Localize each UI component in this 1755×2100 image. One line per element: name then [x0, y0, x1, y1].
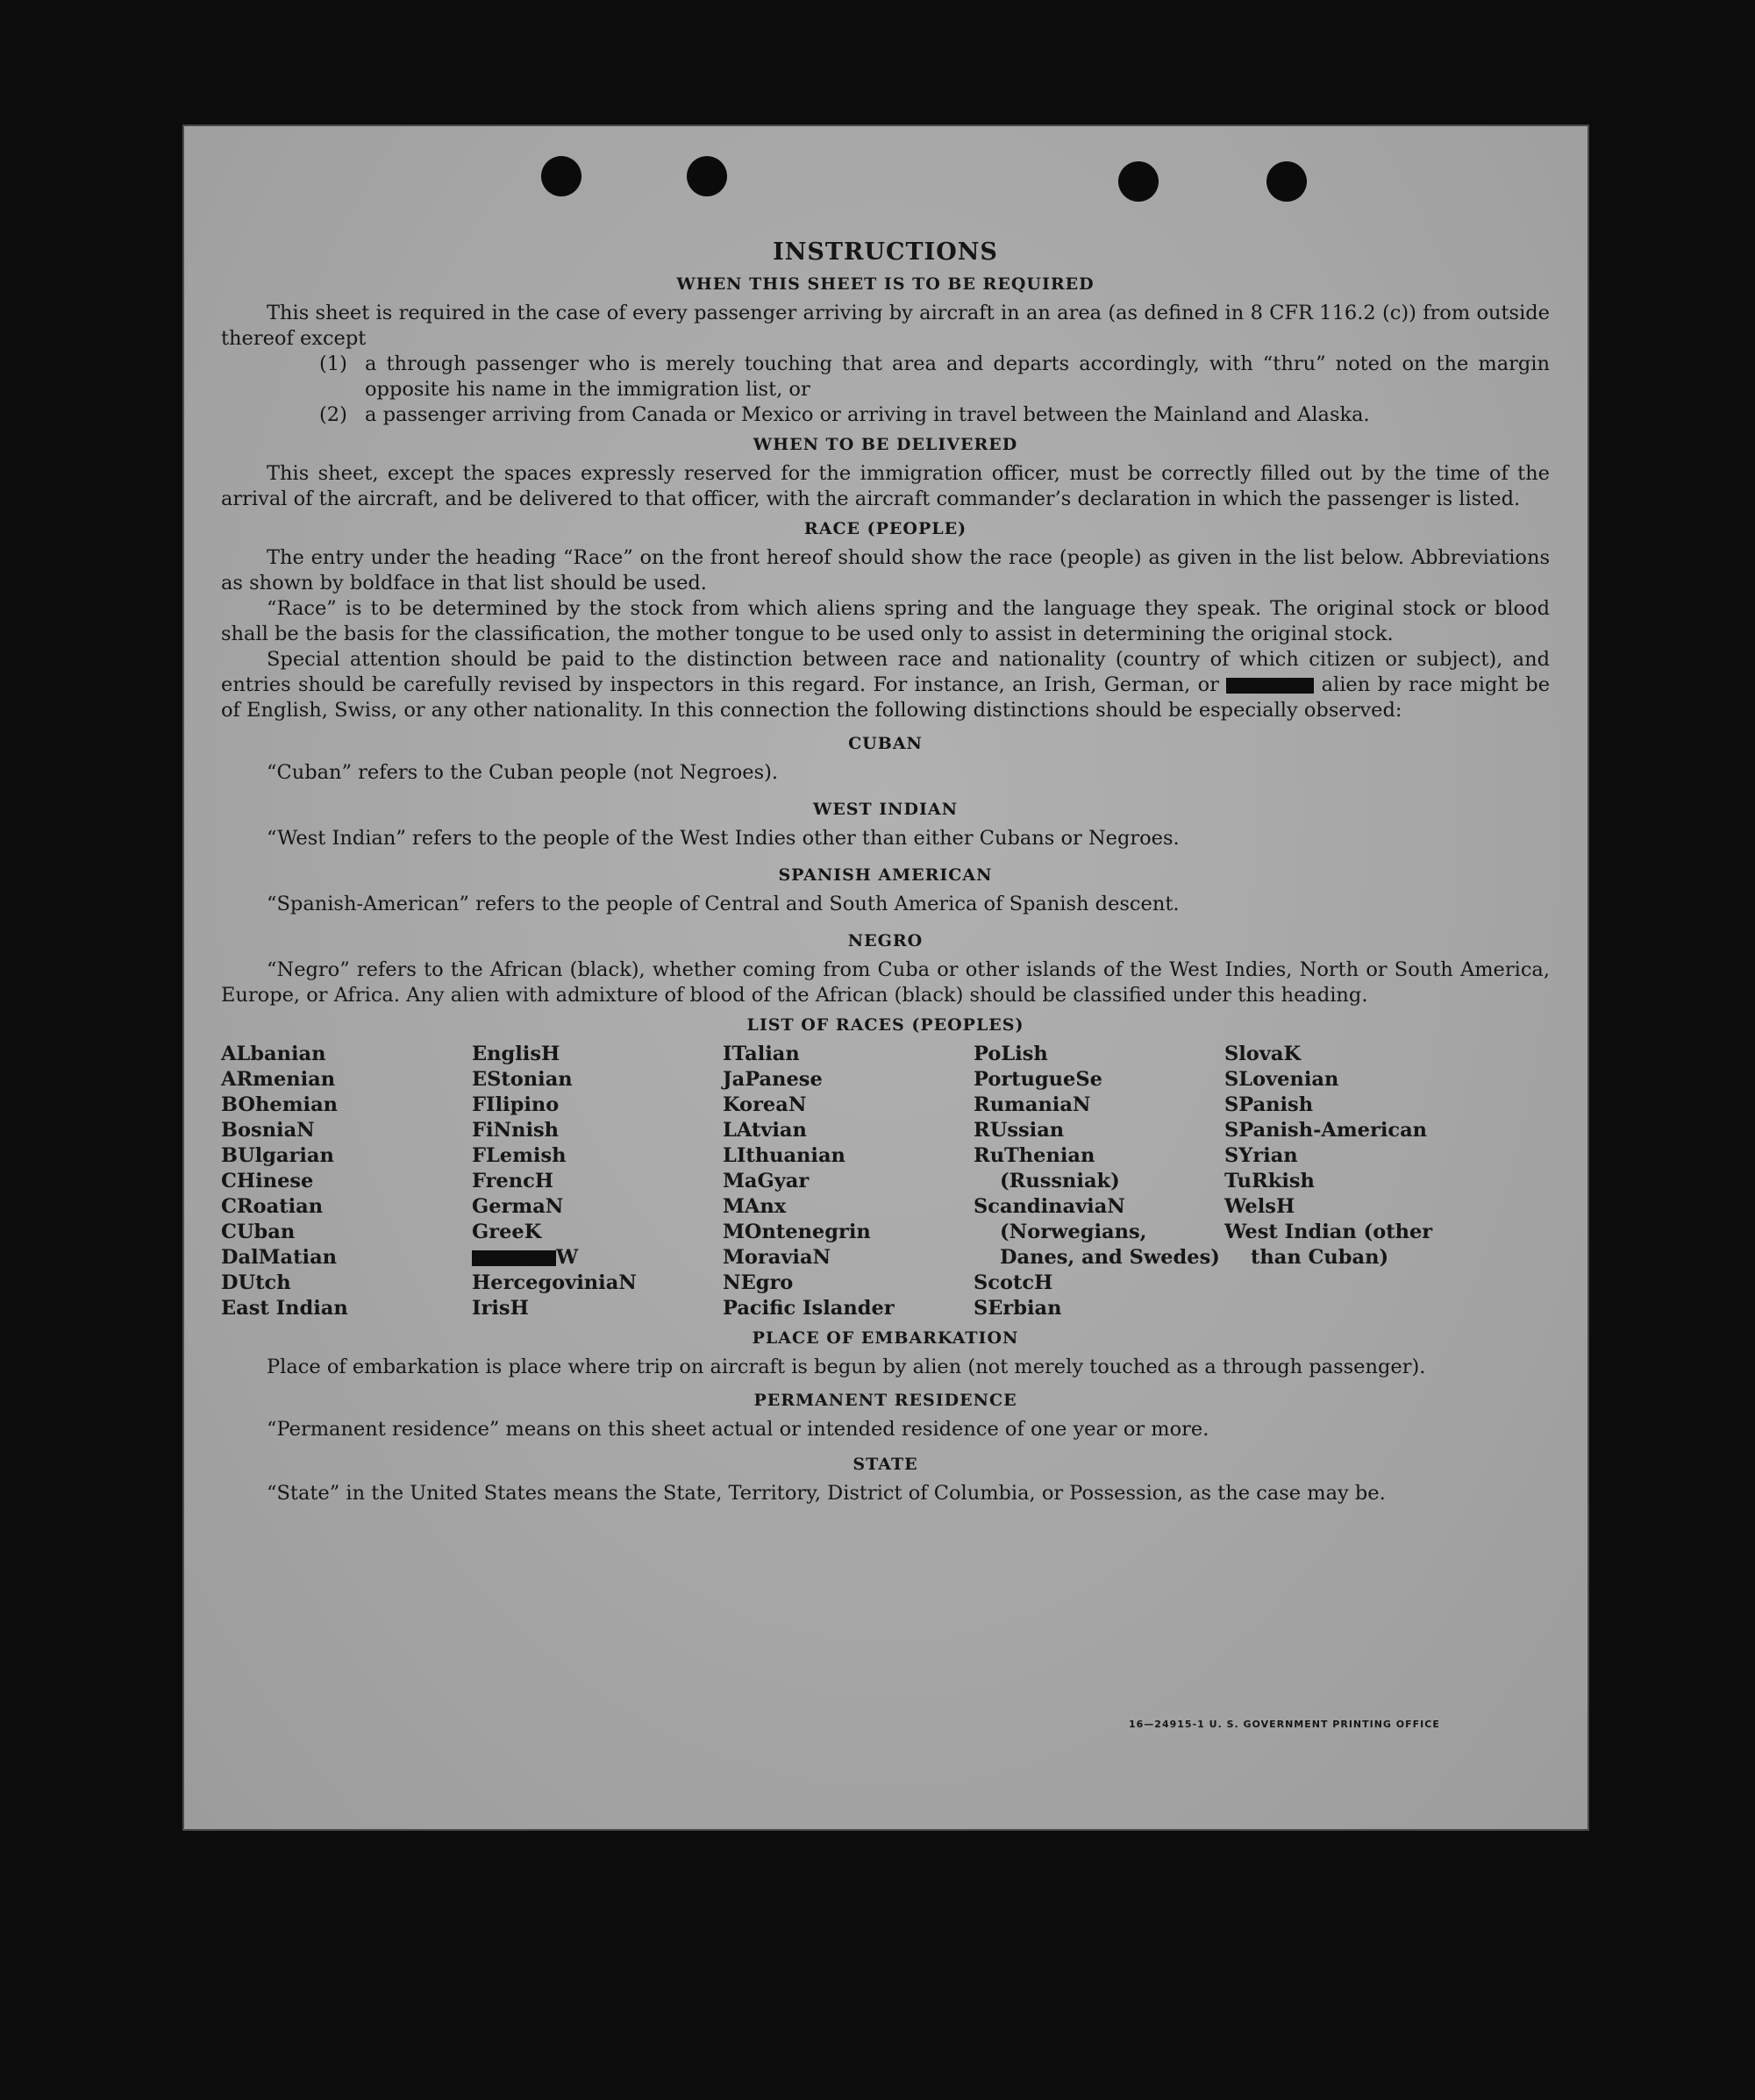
section-heading: WHEN TO BE DELIVERED [753, 435, 1018, 454]
sheet-content [221, 238, 1550, 1506]
print-office-footer: 16—24915-1 U. S. GOVERNMENT PRINTING OFFICE [1129, 1719, 1440, 1730]
section-text: “Negro” refers to the African (black), whether coming from Cuba or other islands of the West Indies, North or South America, Europe, or Africa. Any alien with admixture of blood of the African (black) should be classified under this heading. [221, 958, 1550, 1007]
race-item: LAtvian [723, 1119, 807, 1142]
race-item: DalMatian [221, 1246, 338, 1269]
section-heading: STATE [853, 1455, 918, 1474]
race-item: KoreaN [723, 1093, 807, 1116]
exception-text: a through passenger who is merely touching that area and departs accordingly, with “thru” noted on the margin opposite his name in the immigration list, or [365, 352, 1550, 401]
exception-text: a passenger arriving from Canada or Mexico or arriving in travel between the Mainland and Alaska. [365, 403, 1370, 426]
section-text: “West Indian” refers to the people of the West Indies other than either Cubans or Negroes. [267, 827, 1180, 850]
race-item: Pacific Islander [723, 1297, 895, 1320]
section-heading: WEST INDIAN [812, 800, 959, 819]
exception-item [319, 352, 1550, 402]
race-item: DUtch [221, 1271, 291, 1294]
race-column [472, 1042, 723, 1321]
race-distinction-text-cont: alien by race might be of English, Swiss, or any other nationality. In this connection the following distinctions should be especially observed: [221, 673, 1551, 722]
race-item: MoraviaN [723, 1246, 831, 1269]
instruction-sheet [184, 126, 1587, 1829]
race-item: RumaniaN [974, 1093, 1091, 1116]
race-column [974, 1042, 1224, 1321]
section-text: This sheet, except the spaces expressly reserved for the immigration officer, must be correctly filled out by the time of the arrival of the aircraft, and be delivered to that officer, with the aircraft commander’s declaration in which the passenger is listed. [221, 462, 1550, 510]
race-item: FiNnish [472, 1119, 560, 1142]
race-item: ScotcH [974, 1271, 1053, 1294]
race-item: ITalian [723, 1043, 800, 1065]
race-item: FrencH [472, 1170, 554, 1192]
race-item: RUssian [974, 1119, 1065, 1142]
race-item: SErbian [974, 1297, 1062, 1320]
race-item: MaGyar [723, 1170, 810, 1192]
race-column [723, 1042, 974, 1321]
redaction-mark [1226, 678, 1314, 694]
race-item: SPanish-American [1224, 1119, 1428, 1142]
race-item: EStonian [472, 1068, 573, 1091]
race-item: WelsH [1224, 1195, 1295, 1218]
race-item: East Indian [221, 1297, 348, 1320]
race-item: MOntenegrin [723, 1221, 871, 1243]
race-item: West Indian (other than Cuban) [1224, 1221, 1433, 1269]
punch-hole [541, 156, 581, 196]
race-item: MAnx [723, 1195, 787, 1218]
race-item: ALbanian [221, 1043, 326, 1065]
section-heading: PERMANENT RESIDENCE [753, 1391, 1017, 1410]
race-column [1224, 1042, 1475, 1321]
race-item: CUban [221, 1221, 296, 1243]
race-item: TuRkish [1224, 1170, 1315, 1192]
section-heading: LIST OF RACES (PEOPLES) [746, 1015, 1024, 1035]
redaction-mark [472, 1250, 556, 1266]
race-item: SlovaK [1224, 1043, 1302, 1065]
exception-number: (1) [319, 352, 347, 375]
section-text: This sheet is required in the case of every passenger arriving by aircraft in an area (as defined in 8 CFR 116.2 (c)) from outside thereof except [221, 302, 1550, 350]
race-item: FLemish [472, 1144, 567, 1167]
section-heading: CUBAN [848, 734, 923, 753]
race-item: SYrian [1224, 1144, 1298, 1167]
race-list [221, 1042, 1550, 1321]
race-item: ScandinaviaN (Norwegians, Danes, and Swedes) [974, 1195, 1220, 1269]
exception-item [319, 402, 1550, 428]
section-text: “Race” is to be determined by the stock from which aliens spring and the language they speak. The original stock or blood shall be the basis for the classification, the mother tongue to be used only to assist in determining the original stock. [221, 597, 1550, 645]
race-column [221, 1042, 472, 1321]
punch-hole [1266, 161, 1307, 202]
section-heading: WHEN THIS SHEET IS TO BE REQUIRED [676, 274, 1095, 294]
exception-number: (2) [319, 403, 347, 426]
page-title: INSTRUCTIONS [773, 238, 998, 266]
race-item: FIlipino [472, 1093, 560, 1116]
race-item: BOhemian [221, 1093, 339, 1116]
section-heading: SPANISH AMERICAN [778, 865, 993, 885]
race-item: PortugueSe [974, 1068, 1102, 1091]
section-text: “Cuban” refers to the Cuban people (not Negroes). [267, 761, 779, 784]
race-item: EnglisH [472, 1043, 560, 1065]
race-item: SLovenian [1224, 1068, 1339, 1091]
section-heading: PLACE OF EMBARKATION [752, 1328, 1019, 1348]
race-item-redacted [472, 1245, 723, 1271]
section-text [221, 647, 1550, 723]
section-heading: RACE (PEOPLE) [803, 519, 967, 538]
punch-hole [687, 156, 727, 196]
section-text: “Permanent residence” means on this sheet actual or intended residence of one year or more. [267, 1418, 1209, 1441]
race-item: RuThenian (Russniak) [974, 1144, 1120, 1192]
punch-hole [1118, 161, 1159, 202]
race-item: IrisH [472, 1297, 529, 1320]
race-item: BosniaN [221, 1119, 315, 1142]
race-item: ARmenian [221, 1068, 336, 1091]
race-item: CRoatian [221, 1195, 324, 1218]
race-item: GermaN [472, 1195, 564, 1218]
race-item: LIthuanian [723, 1144, 845, 1167]
section-text: Place of embarkation is place where trip on aircraft is begun by alien (not merely touched as a through passenger). [267, 1356, 1426, 1378]
section-heading: NEGRO [847, 931, 924, 950]
section-text: “State” in the United States means the State, Territory, District of Columbia, or Possession, as the case may be. [267, 1482, 1386, 1505]
race-item: NEgro [723, 1271, 794, 1294]
race-distinction-text: Special attention should be paid to the distinction between race and nationality (country of which citizen or subject), and entries should be carefully revised by inspectors in this regard. For instance, an Irish, German, or [221, 648, 1550, 696]
race-item: HercegoviniaN [472, 1271, 637, 1294]
race-item: PoLish [974, 1043, 1048, 1065]
race-item-suffix: W [556, 1246, 579, 1269]
section-text: The entry under the heading “Race” on the front hereof should show the race (people) as given in the list below. Abbreviations as shown by boldface in that list should be used. [221, 546, 1550, 594]
race-item: SPanish [1224, 1093, 1314, 1116]
race-item: BUlgarian [221, 1144, 334, 1167]
race-item: CHinese [221, 1170, 314, 1192]
race-item: JaPanese [723, 1068, 823, 1091]
race-item: GreeK [472, 1221, 542, 1243]
section-text: “Spanish-American” refers to the people of Central and South America of Spanish descent. [267, 893, 1180, 915]
